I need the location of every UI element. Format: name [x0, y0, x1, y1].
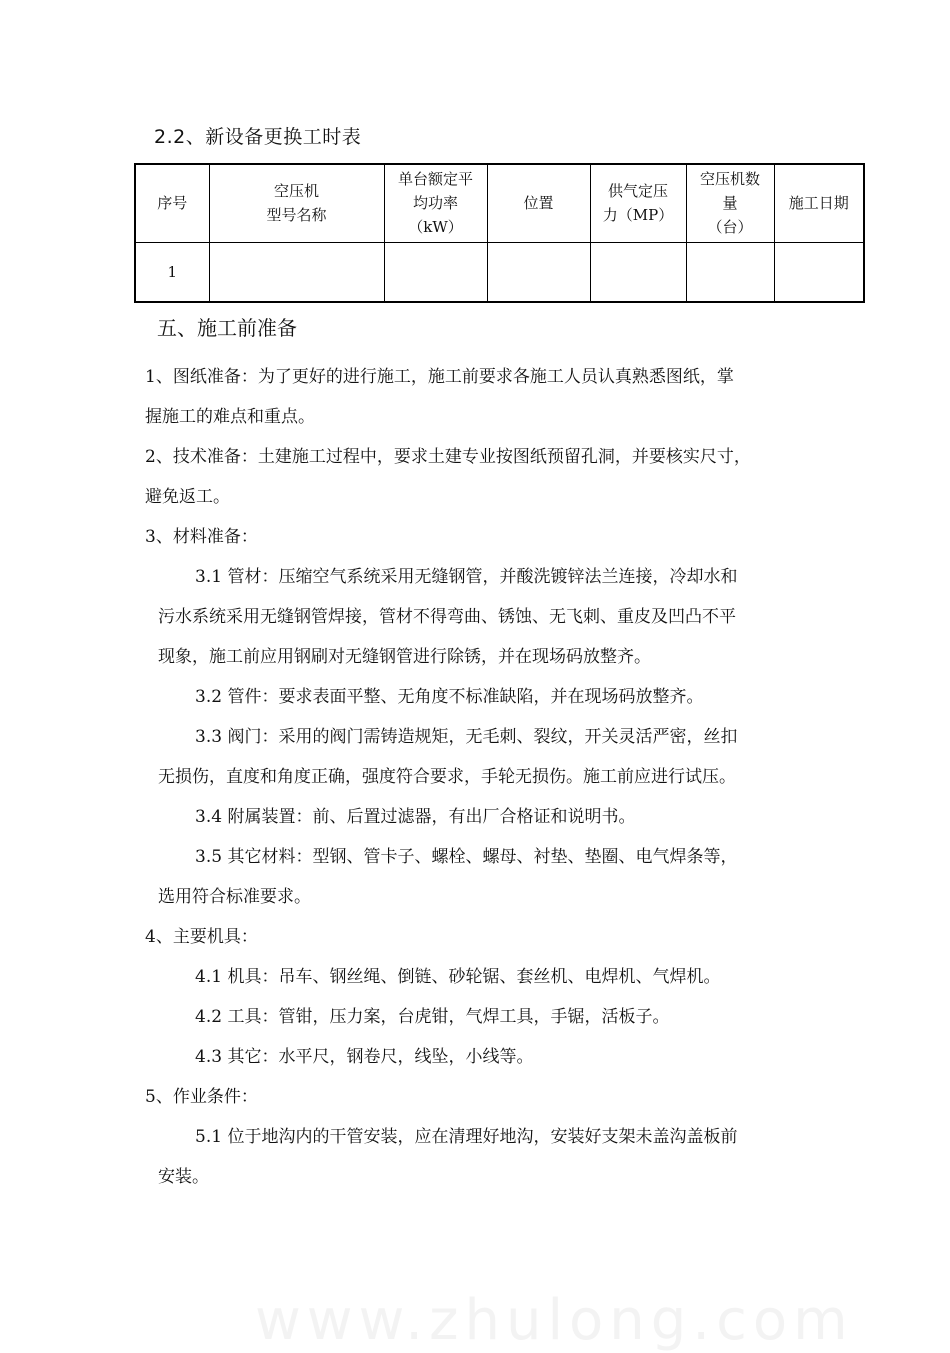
- cell-seq: 1: [135, 242, 209, 302]
- cell-location: [487, 242, 590, 302]
- section-title-5: 五、施工前准备: [157, 316, 297, 340]
- paragraph-line: 4.3 其它：水平尺，钢卷尺，线坠，小线等。: [195, 1047, 534, 1067]
- paragraph-line: 避免返工。: [145, 487, 230, 507]
- paragraph-line: 3.1 管材：压缩空气系统采用无缝钢管，并酸洗镀锌法兰连接，冷却水和: [195, 567, 738, 587]
- cell-model: [209, 242, 384, 302]
- section-title-2-2: 2.2、新设备更换工时表: [154, 126, 362, 148]
- paragraph-line: 3.5 其它材料：型钢、管卡子、螺栓、螺母、衬垫、垫圈、电气焊条等，: [195, 847, 738, 867]
- cell-pressure: [590, 242, 686, 302]
- header-model: 空压机 型号名称: [209, 164, 384, 242]
- paragraph-line: 无损伤，直度和角度正确，强度符合要求，手轮无损伤。施工前应进行试压。: [158, 767, 736, 787]
- paragraph-line: 3.2 管件：要求表面平整、无角度不标准缺陷，并在现场码放整齐。: [195, 687, 704, 707]
- watermark: www.zhulong.com: [255, 1288, 854, 1353]
- paragraph-line: 选用符合标准要求。: [158, 887, 311, 907]
- header-pressure: 供气定压 力（MP）: [590, 164, 686, 242]
- paragraph-line: 3.4 附属装置：前、后置过滤器，有出厂合格证和说明书。: [195, 807, 636, 827]
- header-seq: 序号: [135, 164, 209, 242]
- paragraph-line: 5.1 位于地沟内的干管安装，应在清理好地沟，安装好支架未盖沟盖板前: [195, 1127, 738, 1147]
- cell-date: [774, 242, 864, 302]
- paragraph-line: 2、技术准备：土建施工过程中，要求土建专业按图纸预留孔洞，并要核实尺寸，: [145, 447, 751, 467]
- paragraph-line: 3.3 阀门：采用的阀门需铸造规矩，无毛刺、裂纹，开关灵活严密，丝扣: [195, 727, 738, 747]
- paragraph-line: 4、主要机具：: [145, 927, 258, 947]
- paragraph-line: 污水系统采用无缝钢管焊接，管材不得弯曲、锈蚀、无飞刺、重皮及凹凸不平: [158, 607, 736, 627]
- paragraph-line: 4.2 工具：管钳，压力案，台虎钳，气焊工具，手锯，活板子。: [195, 1007, 670, 1027]
- cell-quantity: [686, 242, 774, 302]
- paragraph-line: 5、作业条件：: [145, 1087, 258, 1107]
- header-date: 施工日期: [774, 164, 864, 242]
- header-power: 单台额定平 均功率 （kW）: [384, 164, 487, 242]
- paragraph-line: 3、材料准备：: [145, 527, 258, 547]
- table-row: [135, 242, 864, 302]
- header-quantity: 空压机数 量 （台）: [686, 164, 774, 242]
- work-hours-table: [134, 163, 865, 303]
- paragraph-line: 安装。: [158, 1167, 209, 1187]
- paragraph-line: 现象，施工前应用钢刷对无缝钢管进行除锈，并在现场码放整齐。: [158, 647, 651, 667]
- paragraph-line: 握施工的难点和重点。: [145, 407, 315, 427]
- table-header-row: [135, 164, 864, 242]
- paragraph-line: 4.1 机具：吊车、钢丝绳、倒链、砂轮锯、套丝机、电焊机、气焊机。: [195, 967, 721, 987]
- header-location: 位置: [487, 164, 590, 242]
- cell-power: [384, 242, 487, 302]
- paragraph-line: 1、图纸准备：为了更好的进行施工，施工前要求各施工人员认真熟悉图纸，掌: [145, 367, 734, 387]
